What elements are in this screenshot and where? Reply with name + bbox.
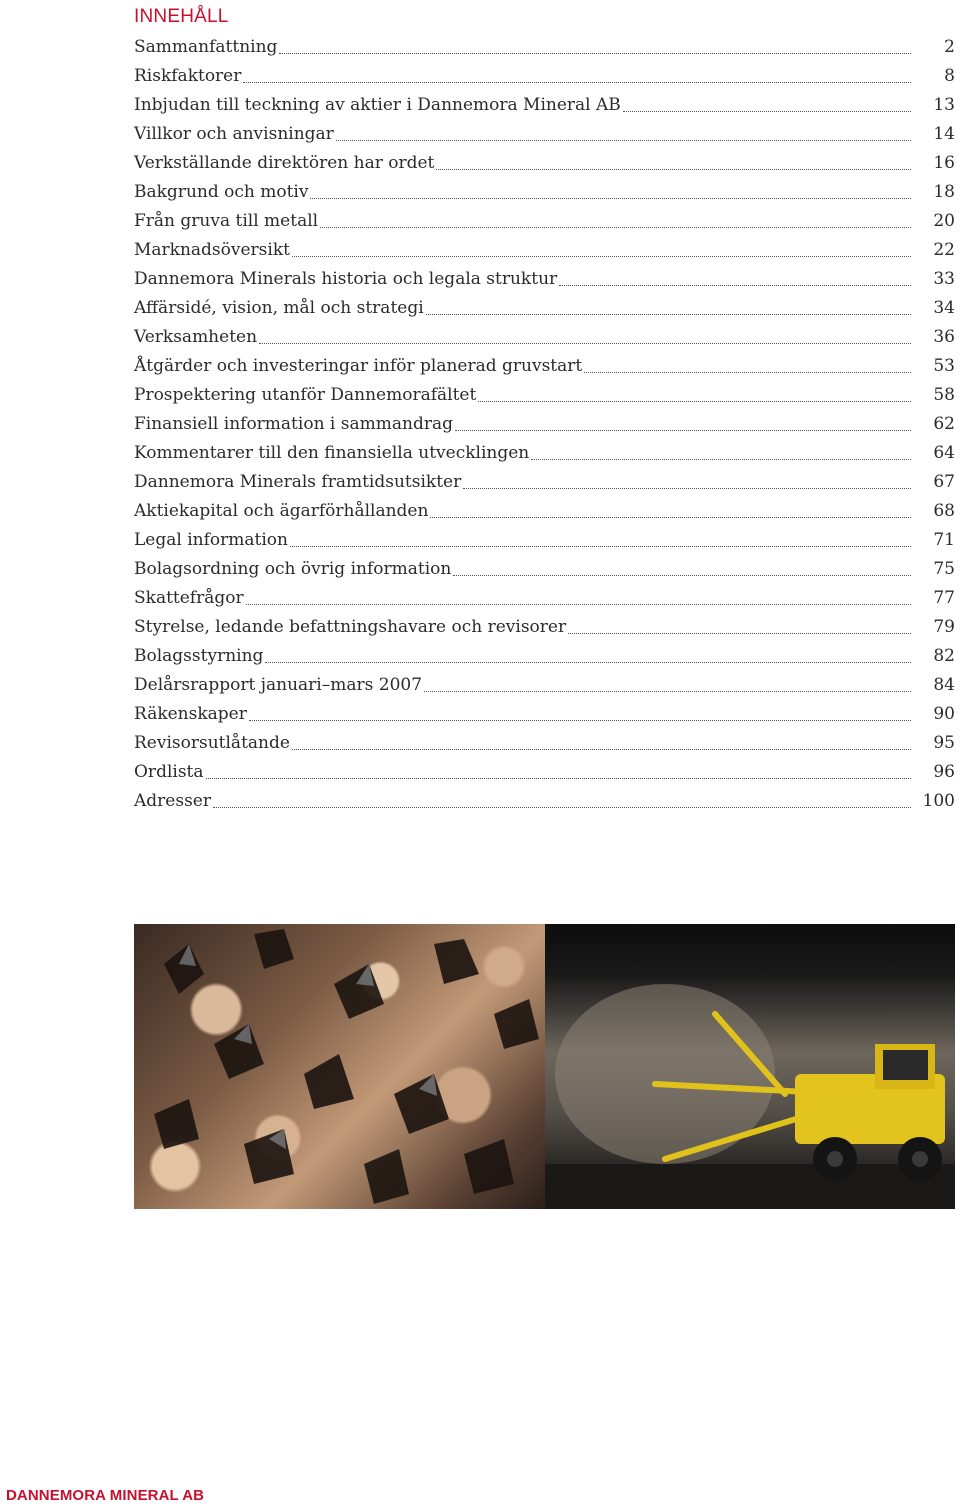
toc-dot-leader — [426, 314, 911, 315]
toc-dot-leader — [292, 256, 911, 257]
mine-photo — [545, 924, 955, 1209]
toc-entry-title: Villkor och anvisningar — [134, 124, 334, 144]
toc-entry-title: Sammanfattning — [134, 37, 278, 57]
toc-entry-page: 67 — [933, 472, 955, 492]
toc-dot-leader — [265, 662, 911, 663]
toc-entry[interactable] — [134, 62, 955, 91]
toc-entry-page: 75 — [933, 559, 955, 579]
toc-dot-leader — [259, 343, 911, 344]
toc-entry-page: 14 — [933, 124, 955, 144]
toc-entry-page: 96 — [933, 762, 955, 782]
toc-entry[interactable] — [134, 410, 955, 439]
toc-dot-leader — [243, 82, 911, 83]
toc-entry-page: 8 — [944, 66, 955, 86]
toc-entry[interactable] — [134, 729, 955, 758]
drill-rig-image — [545, 924, 955, 1209]
toc-dot-leader — [453, 575, 911, 576]
toc-dot-leader — [290, 546, 911, 547]
toc-entry-title: Dannemora Minerals framtidsutsikter — [134, 472, 462, 492]
toc-entry[interactable] — [134, 91, 955, 120]
toc-entry-title: Riskfaktorer — [134, 66, 242, 86]
toc-entry[interactable] — [134, 120, 955, 149]
toc-entry-title: Räkenskaper — [134, 704, 247, 724]
toc-entry-page: 53 — [933, 356, 955, 376]
footer-brand: DANNEMORA MINERAL AB — [6, 1487, 205, 1504]
toc-entry[interactable] — [134, 33, 955, 62]
toc-dot-leader — [336, 140, 911, 141]
toc-dot-leader — [559, 285, 911, 286]
toc-entry-title: Legal information — [134, 530, 288, 550]
toc-entry-title: Delårsrapport januari–mars 2007 — [134, 675, 423, 695]
toc-entry[interactable] — [134, 613, 955, 642]
toc-entry[interactable] — [134, 265, 955, 294]
toc-dot-leader — [320, 227, 911, 228]
toc-entry-page: 34 — [933, 298, 955, 318]
toc-dot-leader — [424, 691, 911, 692]
toc-entry-title: Prospektering utanför Dannemorafältet — [134, 385, 477, 405]
toc-entry-title: Finansiell information i sammandrag — [134, 414, 453, 434]
toc-entry[interactable] — [134, 787, 955, 816]
toc-entry[interactable] — [134, 700, 955, 729]
toc-entry-page: 36 — [933, 327, 955, 347]
toc-entry[interactable] — [134, 207, 955, 236]
toc-entry-page: 100 — [922, 791, 955, 811]
toc-entry[interactable] — [134, 352, 955, 381]
toc-heading: INNEHÅLL — [134, 6, 229, 27]
table-of-contents — [134, 33, 955, 816]
toc-entry-page: 79 — [933, 617, 955, 637]
toc-entry[interactable] — [134, 236, 955, 265]
toc-entry-page: 58 — [933, 385, 955, 405]
toc-entry-page: 62 — [933, 414, 955, 434]
toc-entry[interactable] — [134, 758, 955, 787]
toc-dot-leader — [455, 430, 911, 431]
toc-entry-title: Revisorsutlåtande — [134, 733, 290, 753]
toc-dot-leader — [584, 372, 911, 373]
toc-entry-title: Marknadsöversikt — [134, 240, 290, 260]
toc-dot-leader — [249, 720, 911, 721]
toc-entry[interactable] — [134, 149, 955, 178]
toc-entry[interactable] — [134, 439, 955, 468]
toc-dot-leader — [430, 517, 911, 518]
toc-entry-title: Aktiekapital och ägarförhållanden — [134, 501, 429, 521]
photo-strip — [134, 924, 955, 1209]
toc-entry-page: 16 — [933, 153, 955, 173]
toc-entry-title: Bolagsordning och övrig information — [134, 559, 452, 579]
toc-entry-title: Adresser — [134, 791, 211, 811]
toc-entry[interactable] — [134, 178, 955, 207]
toc-dot-leader — [310, 198, 911, 199]
ore-crystals-image — [134, 924, 545, 1209]
toc-dot-leader — [246, 604, 911, 605]
toc-entry-title: Inbjudan till teckning av aktier i Dannemora Mineral AB — [134, 95, 621, 115]
toc-entry-page: 33 — [933, 269, 955, 289]
toc-entry[interactable] — [134, 671, 955, 700]
toc-dot-leader — [213, 807, 911, 808]
toc-entry[interactable] — [134, 468, 955, 497]
toc-entry[interactable] — [134, 642, 955, 671]
toc-entry-page: 68 — [933, 501, 955, 521]
toc-entry-title: Skattefrågor — [134, 588, 244, 608]
toc-entry-page: 90 — [933, 704, 955, 724]
toc-entry-page: 71 — [933, 530, 955, 550]
toc-entry-page: 20 — [933, 211, 955, 231]
toc-dot-leader — [292, 749, 911, 750]
toc-dot-leader — [206, 778, 911, 779]
toc-entry-page: 84 — [933, 675, 955, 695]
toc-entry-title: Bolagsstyrning — [134, 646, 264, 666]
toc-entry-title: Dannemora Minerals historia och legala struktur — [134, 269, 558, 289]
toc-entry-title: Kommentarer till den finansiella utvecklingen — [134, 443, 530, 463]
toc-dot-leader — [623, 111, 911, 112]
toc-entry-page: 64 — [933, 443, 955, 463]
toc-entry-page: 77 — [933, 588, 955, 608]
toc-entry-title: Bakgrund och motiv — [134, 182, 309, 202]
toc-entry[interactable] — [134, 294, 955, 323]
toc-entry-title: Affärsidé, vision, mål och strategi — [134, 298, 424, 318]
toc-entry-page: 95 — [933, 733, 955, 753]
toc-dot-leader — [568, 633, 911, 634]
toc-dot-leader — [436, 169, 911, 170]
toc-entry[interactable] — [134, 381, 955, 410]
toc-entry[interactable] — [134, 555, 955, 584]
toc-entry[interactable] — [134, 526, 955, 555]
toc-entry-page: 2 — [944, 37, 955, 57]
toc-entry-title: Verksamheten — [134, 327, 258, 347]
toc-entry[interactable] — [134, 323, 955, 352]
toc-entry-page: 22 — [933, 240, 955, 260]
toc-dot-leader — [531, 459, 911, 460]
toc-entry-title: Ordlista — [134, 762, 204, 782]
toc-entry[interactable] — [134, 584, 955, 613]
toc-entry-page: 82 — [933, 646, 955, 666]
toc-entry-title: Styrelse, ledande befattningshavare och revisorer — [134, 617, 567, 637]
toc-entry-page: 13 — [933, 95, 955, 115]
toc-entry-page: 18 — [933, 182, 955, 202]
toc-entry-title: Åtgärder och investeringar inför planerad gruvstart — [134, 356, 583, 376]
toc-dot-leader — [478, 401, 911, 402]
toc-entry-title: Verkställande direktören har ordet — [134, 153, 435, 173]
toc-dot-leader — [279, 53, 911, 54]
toc-entry[interactable] — [134, 497, 955, 526]
toc-entry-title: Från gruva till metall — [134, 211, 319, 231]
toc-dot-leader — [463, 488, 911, 489]
ore-photo — [134, 924, 545, 1209]
